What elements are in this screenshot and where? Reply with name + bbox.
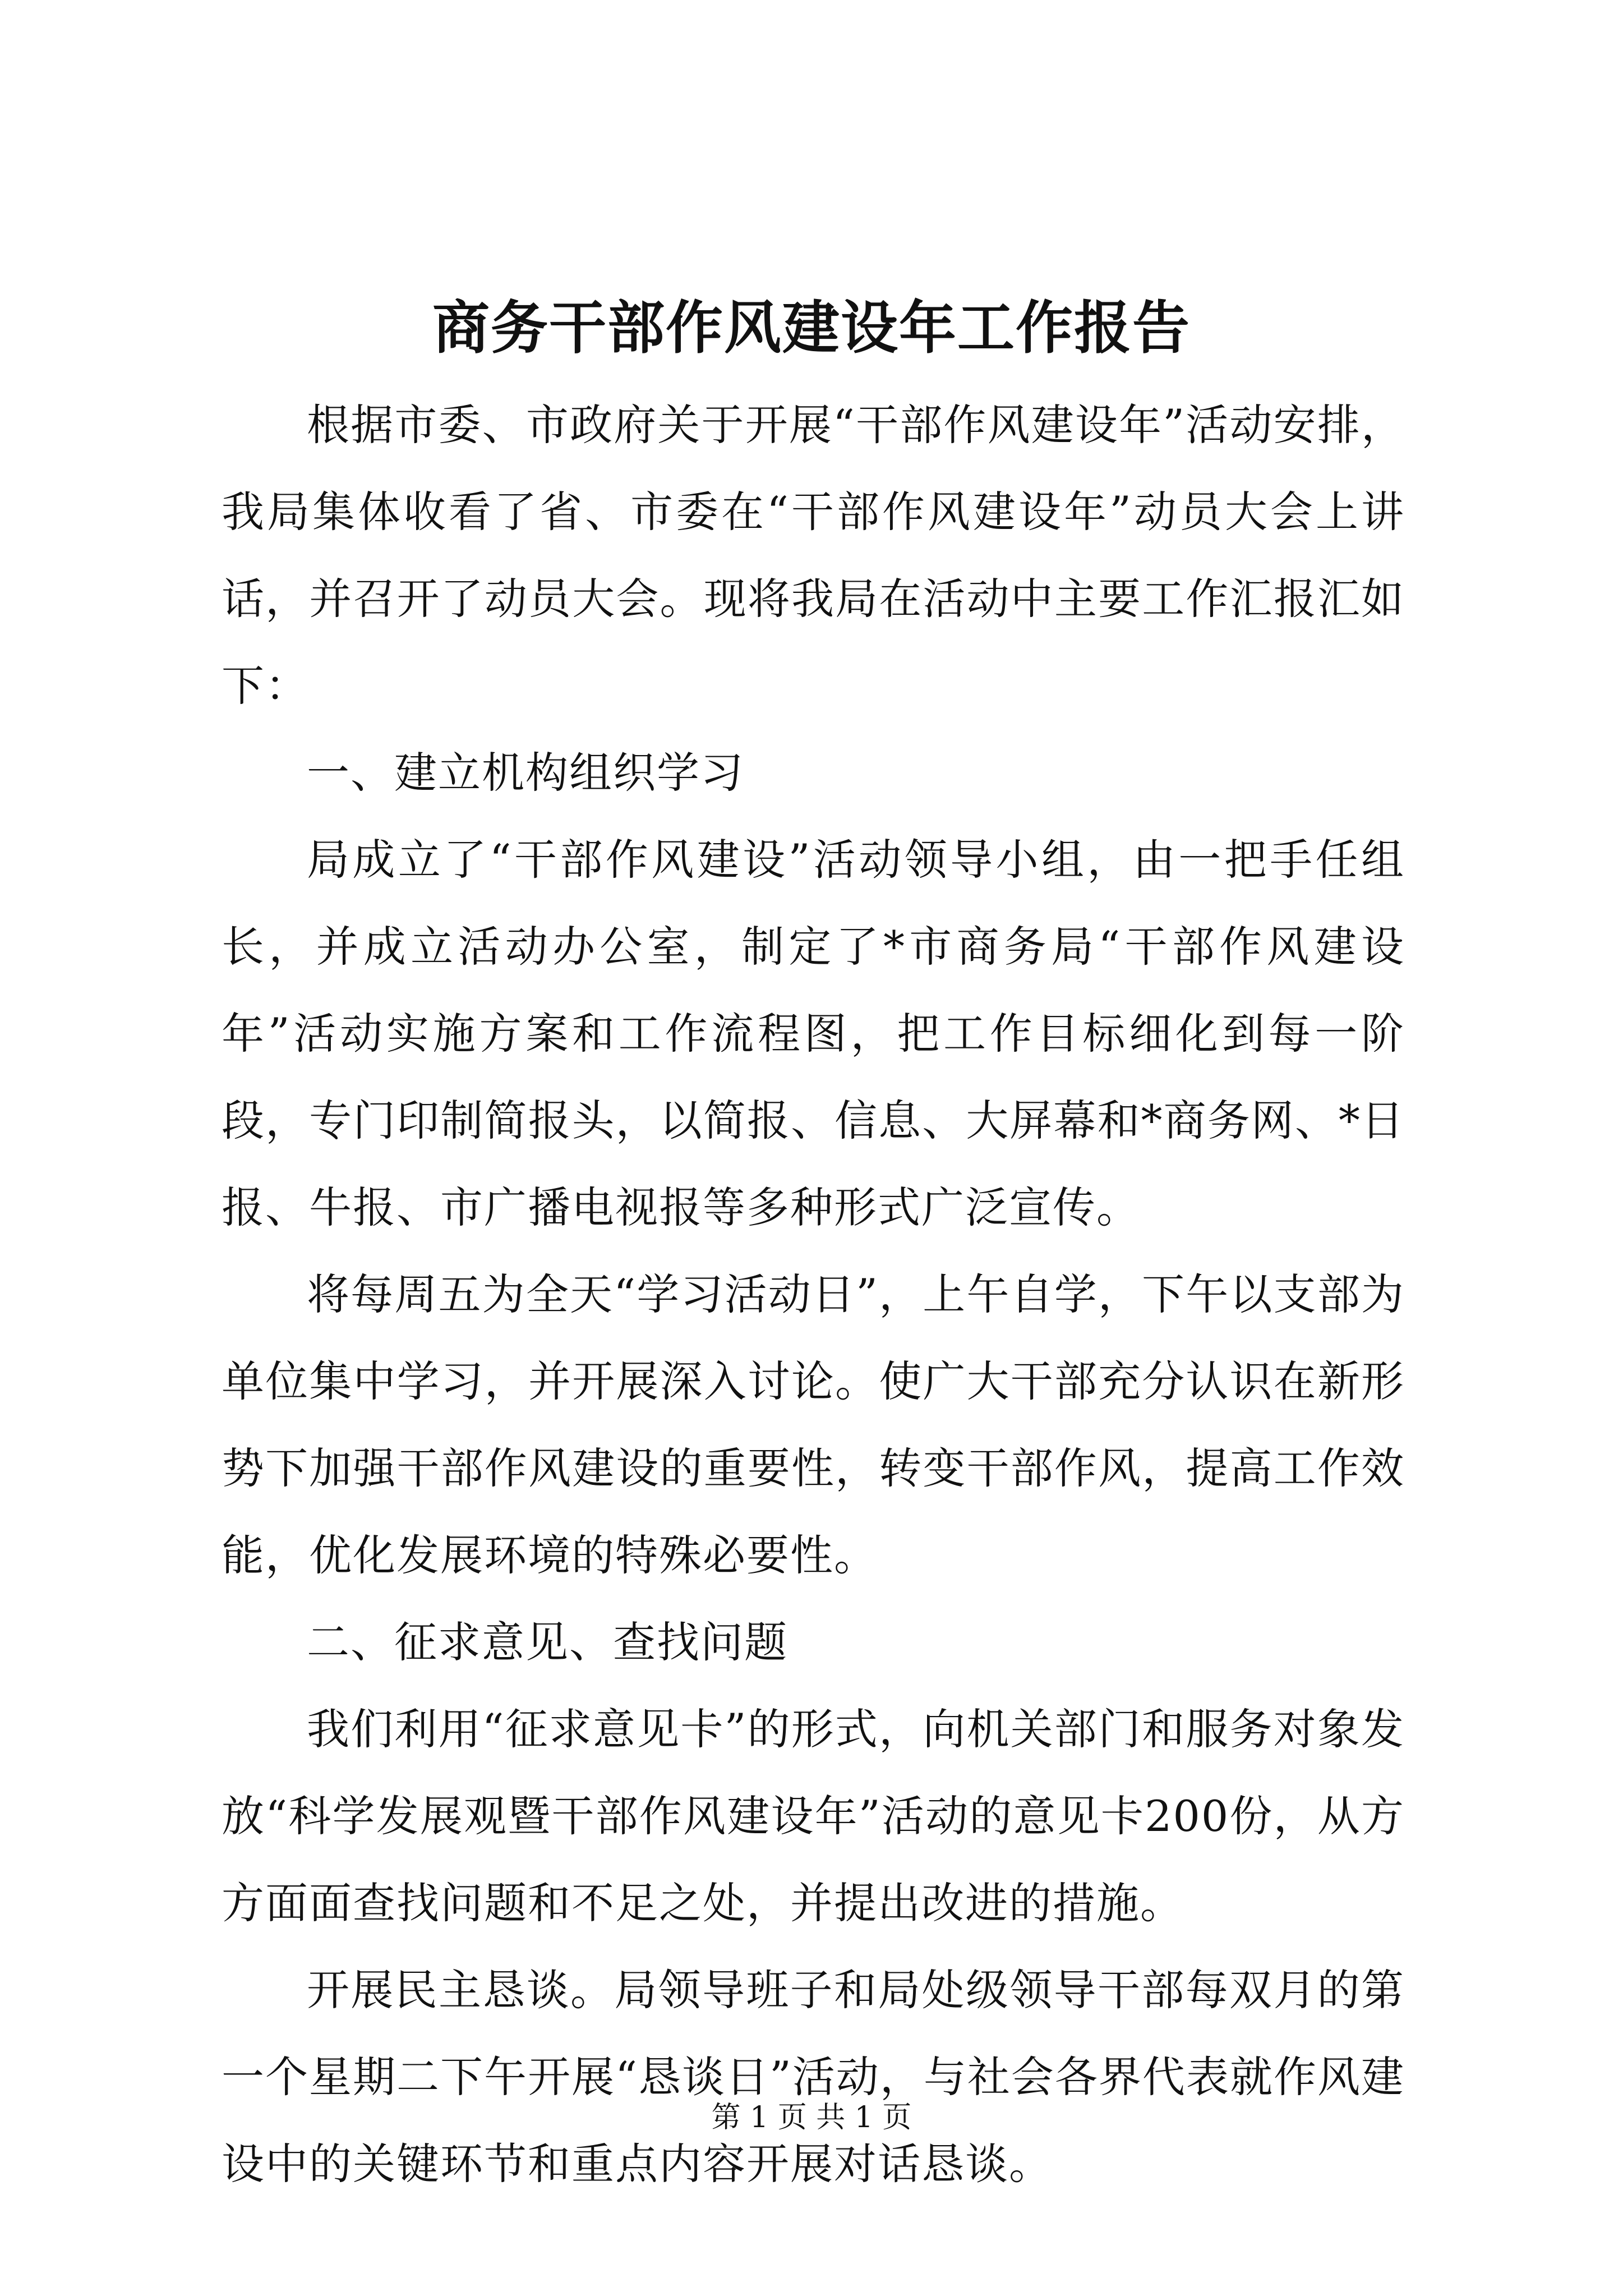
- section-heading-2: 二、征求意见、查找问题: [307, 1617, 788, 1667]
- paragraph-opinion-cards: 我们利用“征求意见卡”的形式，向机关部门和服务对象发放“科学发展观暨干部作风建设年”活动的意见卡200份，从方方面面查找问题和不足之处，并提出改进的措施。: [222, 1704, 1405, 1928]
- paragraph-organization: 局成立了“干部作风建设”活动领导小组，由一把手任组长，并成立活动办公室，制定了*市商务局“干部作风建设年”活动实施方案和工作流程图，把工作目标细化到每一阶段，专门印制简报头，以简报、信息、大屏幕和*商务网、*日报、牛报、市广播电视报等多种形式广泛宣传。: [222, 835, 1405, 1232]
- document-title: 商务干部作风建设年工作报告: [432, 295, 1191, 362]
- paragraph-democratic-talks: 开展民主恳谈。局领导班子和局处级领导干部每双月的第一个星期二下午开展“恳谈日”活动，与社会各界代表就作风建设中的关键环节和重点内容开展对话恳谈。: [222, 1965, 1405, 2189]
- paragraph-intro: 根据市委、市政府关于开展“干部作风建设年”活动安排，我局集体收看了省、市委在“干部作风建设年”动员大会上讲话，并召开了动员大会。现将我局在活动中主要工作汇报汇如下：: [222, 400, 1405, 711]
- page-number-footer: 第 1 页 共 1 页: [711, 2101, 912, 2134]
- section-heading-1: 一、建立机构组织学习: [307, 748, 744, 798]
- paragraph-study-day: 将每周五为全天“学习活动日”，上午自学，下午以支部为单位集中学习，并开展深入讨论。使广大干部充分认识在新形势下加强干部作风建设的重要性，转变干部作风，提高工作效能，优化发展环境的特殊必要性。: [222, 1269, 1405, 1580]
- document-body: [222, 381, 1405, 2207]
